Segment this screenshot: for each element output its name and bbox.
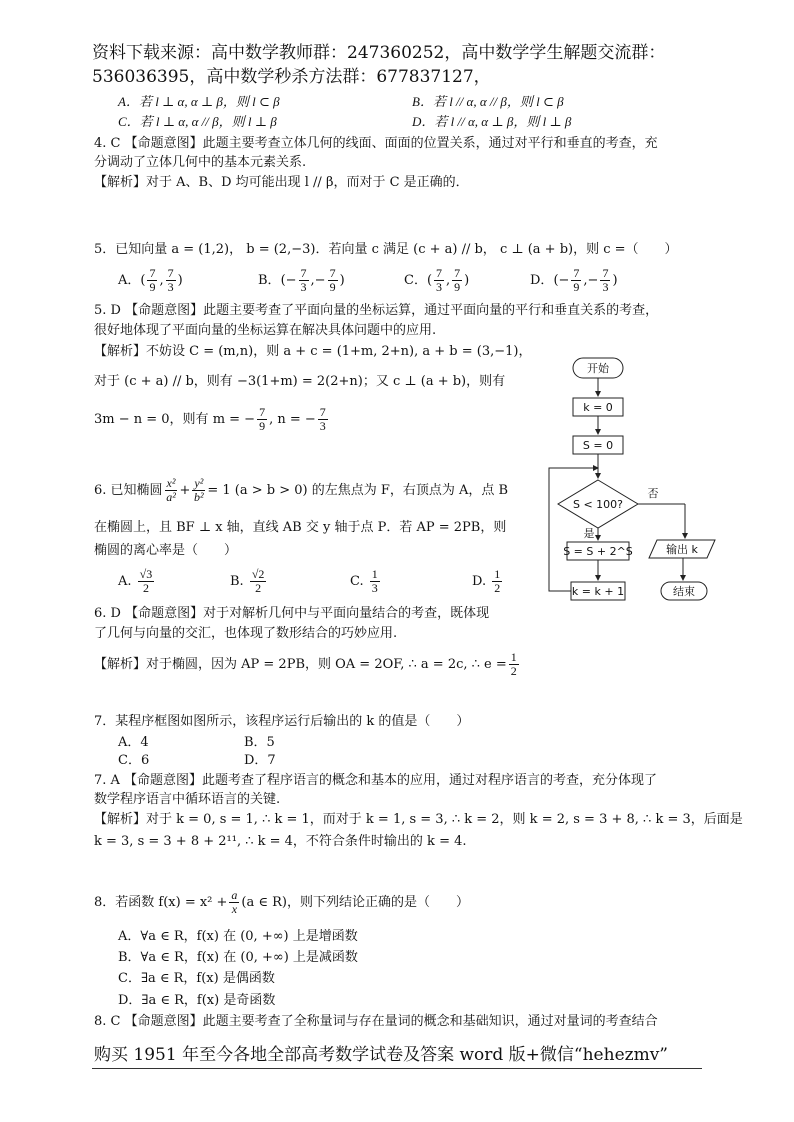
q7-analysis-line-2: k = 3, s = 3 + 8 + 2¹¹, ∴ k = 4，不符合条件时输出的 k = 4.: [94, 834, 467, 849]
flow-update-s-label: S = S + 2^S: [563, 545, 633, 558]
q6-option-b: B. $\frac{√2}{2}$: [230, 567, 265, 595]
flow-end-label: 结束: [673, 585, 695, 598]
q6-stem-line-2: 在椭圆上，且 BF ⊥ x 轴，直线 AB 交 y 轴于点 P．若 AP = 2PB，则: [94, 520, 507, 535]
q6-option-a: A. $\frac{√3}{2}$: [118, 567, 153, 595]
q7-stem: 7．某程序框图如图所示，该程序运行后输出的 k 的值是（ ）: [94, 714, 470, 729]
q4-intent-line-2: 分调动了立体几何中的基本元素关系.: [94, 155, 307, 170]
q4-option-d: D．若 l // α, α ⊥ β，则 l ⊥ β: [412, 114, 572, 129]
q7-intent-line-1: 7. A 【命题意图】此题考查了程序语言的概念和基本的应用，通过对程序语言的考查，充分体现了: [94, 773, 658, 788]
flow-init-s-label: S = 0: [582, 439, 614, 452]
q5-option-c: C．( $\frac{7}{3}$ , $\frac{7}{9}$ ): [404, 266, 470, 294]
q8-option-c: C．∃a ∈ R，f(x) 是偶函数: [118, 971, 275, 986]
flow-yes-label: 是: [583, 527, 595, 540]
q7-option-d: D．7: [244, 753, 276, 768]
flow-condition-label: S < 100?: [572, 498, 624, 511]
q5-stem: 5．已知向量 a = (1,2)， b = (2,−3)．若向量 c 满足 (c + a) // b， c ⊥ (a + b)，则 c =（ ）: [94, 242, 678, 257]
footer-text: 购买 1951 年至今各地全部高考数学试卷及答案 word 版+微信“hehezmv”: [94, 1045, 668, 1065]
q6-option-c: C. $\frac{1}{3}$: [350, 567, 378, 595]
q6-intent-line-1: 6. D 【命题意图】对于对解析几何中与平面向量结合的考查，既体现: [94, 606, 490, 621]
header-line-1: 资料下载来源：高中数学教师群：247360252，高中数学学生解题交流群：: [92, 43, 666, 63]
q7-option-a: A．4: [118, 735, 149, 750]
q8-stem: 8．若函数 f(x) = x² + $\frac{a}{x}$ (a ∈ R)，则下列结论正确的是（ ）: [94, 888, 469, 916]
q5-analysis-line-1: 【解析】不妨设 C = (m,n)，则 a + c = (1+m, 2+n), a + b = (3,−1)，: [94, 344, 532, 359]
q4-option-c: C．若 l ⊥ α, α // β，则 l ⊥ β: [118, 114, 277, 129]
q6-option-d: D. $\frac{1}{2}$: [472, 567, 501, 595]
q5-intent-line-1: 5. D 【命题意图】此题主要考查了平面向量的坐标运算，通过平面向量的平行和垂直关系的考查，: [94, 303, 659, 318]
q4-analysis: 【解析】对于 A、B、D 均可能出现 l // β，而对于 C 是正确的．: [94, 175, 469, 190]
q4-option-a: A．若 l ⊥ α, α ⊥ β，则 l ⊂ β: [118, 94, 280, 109]
q6-stem-line-1: 6. 已知椭圆 $\frac{\text{x²}}{\text{a²}}$ + $\frac{\text{y²}}{\text{b²}}$ = 1 (a > b > 0) 的左焦点为 F，右顶点为 A，点 B: [94, 476, 509, 504]
q5-option-a: A．( $\frac{7}{9}$ , $\frac{7}{3}$ ): [118, 266, 183, 294]
q7-analysis-line-1: 【解析】对于 k = 0, s = 1, ∴ k = 1，而对于 k = 1, s = 3, ∴ k = 2，则 k = 2, s = 3 + 8, ∴ k = 3，后面是: [94, 812, 743, 827]
flow-start-label: 开始: [587, 362, 609, 375]
header-line-2: 536036395，高中数学秒杀方法群：677837127，: [92, 67, 491, 87]
q5-analysis-line-2: 对于 (c + a) // b，则有 −3(1+m) = 2(2+n)；又 c ⊥ (a + b)，则有: [94, 374, 506, 389]
q8-option-b: B．∀a ∈ R，f(x) 在 (0, +∞) 上是减函数: [118, 950, 358, 965]
flow-no-label: 否: [647, 487, 659, 500]
flow-init-k-label: k = 0: [583, 401, 613, 414]
q6-analysis: 【解析】对于椭圆，因为 AP = 2PB，则 OA = 2OF, ∴ a = 2c, ∴ e = $\frac{1}{2}$: [94, 650, 517, 678]
q7-option-b: B．5: [244, 735, 275, 750]
q8-option-a: A．∀a ∈ R，f(x) 在 (0, +∞) 上是增函数: [118, 929, 358, 944]
footer-divider: [92, 1068, 702, 1069]
flow-update-k-label: k = k + 1: [571, 585, 625, 598]
q8-option-d: D．∃a ∈ R，f(x) 是奇函数: [118, 993, 276, 1008]
program-flowchart: [545, 352, 745, 612]
q5-option-d: D．(− $\frac{7}{9}$ ,− $\frac{7}{3}$ ): [530, 266, 618, 294]
q8-intent-line-1: 8. C 【命题意图】此题主要考查了全称量词与存在量词的概念和基础知识，通过对量词的考查结合: [94, 1014, 658, 1029]
q6-stem-line-3: 椭圆的离心率是（ ）: [94, 543, 238, 558]
flow-output-label: 输出 k: [666, 543, 698, 556]
q5-option-b: B．(− $\frac{7}{3}$ ,− $\frac{7}{9}$ ): [258, 266, 345, 294]
q7-intent-line-2: 数学程序语言中循环语言的关键.: [94, 792, 281, 807]
q7-option-c: C．6: [118, 753, 150, 768]
q5-analysis-line-3: 3m − n = 0，则有 m = − $\frac{7}{9}$ , n = − $\frac{7}{3}$: [94, 405, 326, 433]
q4-intent-line-1: 4. C 【命题意图】此题主要考查立体几何的线面、面面的位置关系，通过对平行和垂直的考查，充: [94, 136, 658, 151]
q4-option-b: B．若 l // α, α // β，则 l ⊂ β: [412, 94, 564, 109]
q6-intent-line-2: 了几何与向量的交汇，也体现了数形结合的巧妙应用.: [94, 626, 398, 641]
q5-intent-line-2: 很好地体现了平面向量的坐标运算在解决具体问题中的应用.: [94, 323, 437, 338]
